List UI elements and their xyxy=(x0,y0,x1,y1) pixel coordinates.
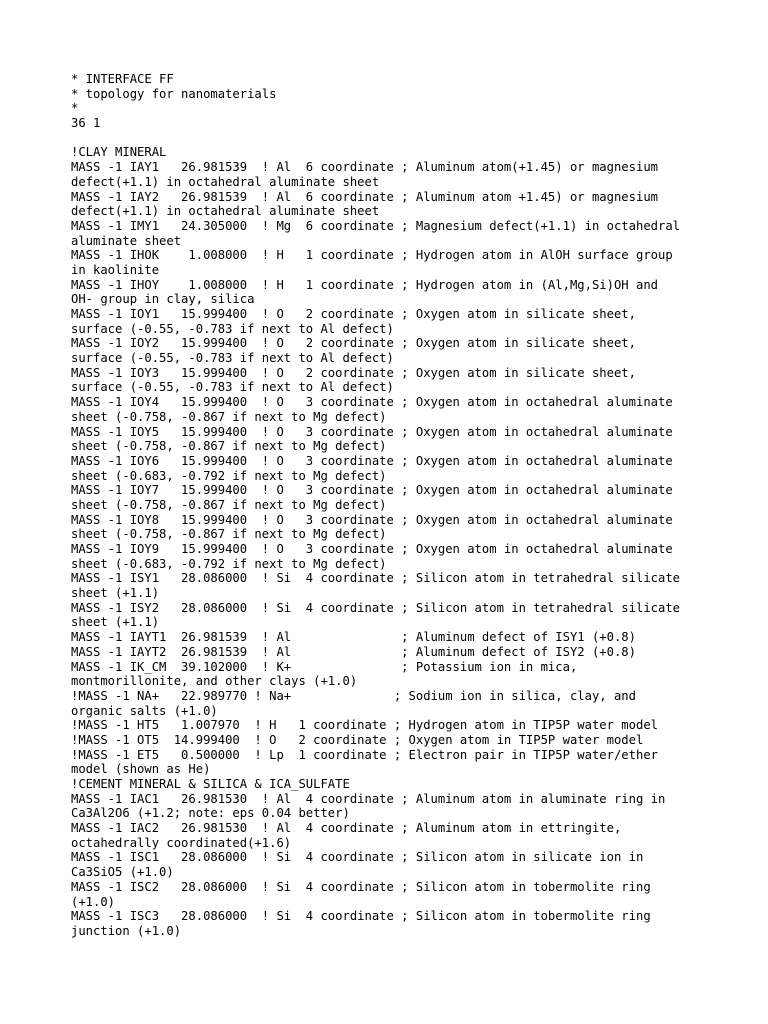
text-line: !MASS -1 HT5 1.007970 ! H 1 coordinate ; Hydrogen atom in TIP5P water model xyxy=(71,718,658,733)
text-line: MASS -1 IAY1 26.981539 ! Al 6 coordinate ; Aluminum atom(+1.45) or magnesium xyxy=(71,160,658,175)
text-line: * topology for nanomaterials xyxy=(71,86,277,101)
text-line: MASS -1 ISY1 28.086000 ! Si 4 coordinate ; Silicon atom in tetrahedral silicate xyxy=(71,571,681,586)
text-line: MASS -1 IOY1 15.999400 ! O 2 coordinate ; Oxygen atom in silicate sheet, xyxy=(71,307,636,321)
text-line: MASS -1 IOY2 15.999400 ! O 2 coordinate ; Oxygen atom in silicate sheet, xyxy=(71,336,636,351)
text-line: montmorillonite, and other clays (+1.0) xyxy=(71,674,358,689)
text-line: sheet (+1.1) xyxy=(71,586,160,601)
text-line: MASS -1 IAYT1 26.981539 ! Al ; Aluminum defect of ISY1 (+0.8) xyxy=(71,630,636,645)
text-line: MASS -1 IOY4 15.999400 ! O 3 coordinate ; Oxygen atom in octahedral aluminate xyxy=(71,395,673,410)
text-line: surface (-0.55, -0.783 if next to Al defect) xyxy=(71,351,394,366)
text-line: MASS -1 IOY8 15.999400 ! O 3 coordinate ; Oxygen atom in octahedral aluminate xyxy=(71,512,673,527)
text-line: MASS -1 IHOK 1.008000 ! H 1 coordinate ; Hydrogen atom in AlOH surface group xyxy=(71,248,673,263)
text-line: * INTERFACE FF xyxy=(71,72,174,86)
text-line: MASS -1 IK_CM 39.102000 ! K+ ; Potassium ion in mica, xyxy=(71,659,578,674)
text-line: !CLAY MINERAL xyxy=(71,145,167,160)
text-line: MASS -1 IAYT2 26.981539 ! Al ; Aluminum defect of ISY2 (+0.8) xyxy=(71,644,636,659)
text-line: defect(+1.1) in octahedral aluminate sheet xyxy=(71,204,380,219)
text-line: MASS -1 ISY2 28.086000 ! Si 4 coordinate ; Silicon atom in tetrahedral silicate xyxy=(71,600,681,615)
text-line: MASS -1 IOY7 15.999400 ! O 3 coordinate ; Oxygen atom in octahedral aluminate xyxy=(71,483,673,498)
text-line: sheet (-0.758, -0.867 if next to Mg defect) xyxy=(71,409,387,424)
text-line: MASS -1 IOY3 15.999400 ! O 2 coordinate ; Oxygen atom in silicate sheet, xyxy=(71,365,636,380)
text-line: sheet (-0.683, -0.792 if next to Mg defect) xyxy=(71,468,387,483)
text-line: organic salts (+1.0) xyxy=(71,703,218,718)
text-line xyxy=(71,131,761,146)
text-line: !MASS -1 OT5 14.999400 ! O 2 coordinate ; Oxygen atom in TIP5P water model xyxy=(71,732,644,747)
text-line: octahedrally coordinated(+1.6) xyxy=(71,835,292,850)
text-line: Ca3SiO5 (+1.0) xyxy=(71,865,174,880)
text-line: (+1.0) xyxy=(71,894,116,909)
text-line: junction (+1.0) xyxy=(71,923,182,938)
text-line: MASS -1 ISC1 28.086000 ! Si 4 coordinate ; Silicon atom in silicate ion in xyxy=(71,850,644,865)
document-text xyxy=(71,72,761,939)
text-line: model (shown as He) xyxy=(71,762,211,777)
text-line: MASS -1 IOY9 15.999400 ! O 3 coordinate ; Oxygen atom in octahedral aluminate xyxy=(71,542,673,556)
text-line: in kaolinite xyxy=(71,262,160,277)
text-line: surface (-0.55, -0.783 if next to Al defect) xyxy=(71,321,394,336)
text-line: OH- group in clay, silica xyxy=(71,292,255,307)
text-line: sheet (+1.1) xyxy=(71,615,160,630)
text-line: MASS -1 IOY5 15.999400 ! O 3 coordinate ; Oxygen atom in octahedral aluminate xyxy=(71,424,673,439)
text-line: sheet (-0.683, -0.792 if next to Mg defect) xyxy=(71,556,387,571)
text-line: surface (-0.55, -0.783 if next to Al defect) xyxy=(71,380,394,395)
text-line: !CEMENT MINERAL & SILICA & ICA_SULFATE xyxy=(71,777,350,791)
text-line: !MASS -1 NA+ 22.989770 ! Na+ ; Sodium ion in silica, clay, and xyxy=(71,688,636,703)
text-line: MASS -1 IAC2 26.981530 ! Al 4 coordinate ; Aluminum atom in ettringite, xyxy=(71,821,622,836)
text-line: MASS -1 IAY2 26.981539 ! Al 6 coordinate ; Aluminum atom +1.45) or magnesium xyxy=(71,189,658,204)
text-line: sheet (-0.758, -0.867 if next to Mg defect) xyxy=(71,439,387,454)
text-line: Ca3Al2O6 (+1.2; note: eps 0.04 better) xyxy=(71,806,350,821)
text-line: aluminate sheet xyxy=(71,233,182,248)
text-line: MASS -1 IMY1 24.305000 ! Mg 6 coordinate ; Magnesium defect(+1.1) in octahedral xyxy=(71,218,681,233)
text-line: MASS -1 IAC1 26.981530 ! Al 4 coordinate ; Aluminum atom in aluminate ring in xyxy=(71,791,666,806)
text-line: sheet (-0.758, -0.867 if next to Mg defect) xyxy=(71,497,387,512)
text-line: !MASS -1 ET5 0.500000 ! Lp 1 coordinate ; Electron pair in TIP5P water/ether xyxy=(71,747,658,762)
text-line: sheet (-0.758, -0.867 if next to Mg defect) xyxy=(71,527,387,542)
text-line: defect(+1.1) in octahedral aluminate sheet xyxy=(71,174,380,189)
text-line: 36 1 xyxy=(71,116,101,131)
text-line: MASS -1 IOY6 15.999400 ! O 3 coordinate ; Oxygen atom in octahedral aluminate xyxy=(71,453,673,468)
text-line: MASS -1 ISC3 28.086000 ! Si 4 coordinate ; Silicon atom in tobermolite ring xyxy=(71,909,651,924)
text-line: MASS -1 IHOY 1.008000 ! H 1 coordinate ; Hydrogen atom in (Al,Mg,Si)OH and xyxy=(71,277,658,292)
text-line: MASS -1 ISC2 28.086000 ! Si 4 coordinate ; Silicon atom in tobermolite ring xyxy=(71,879,651,894)
text-line: * xyxy=(71,101,79,116)
